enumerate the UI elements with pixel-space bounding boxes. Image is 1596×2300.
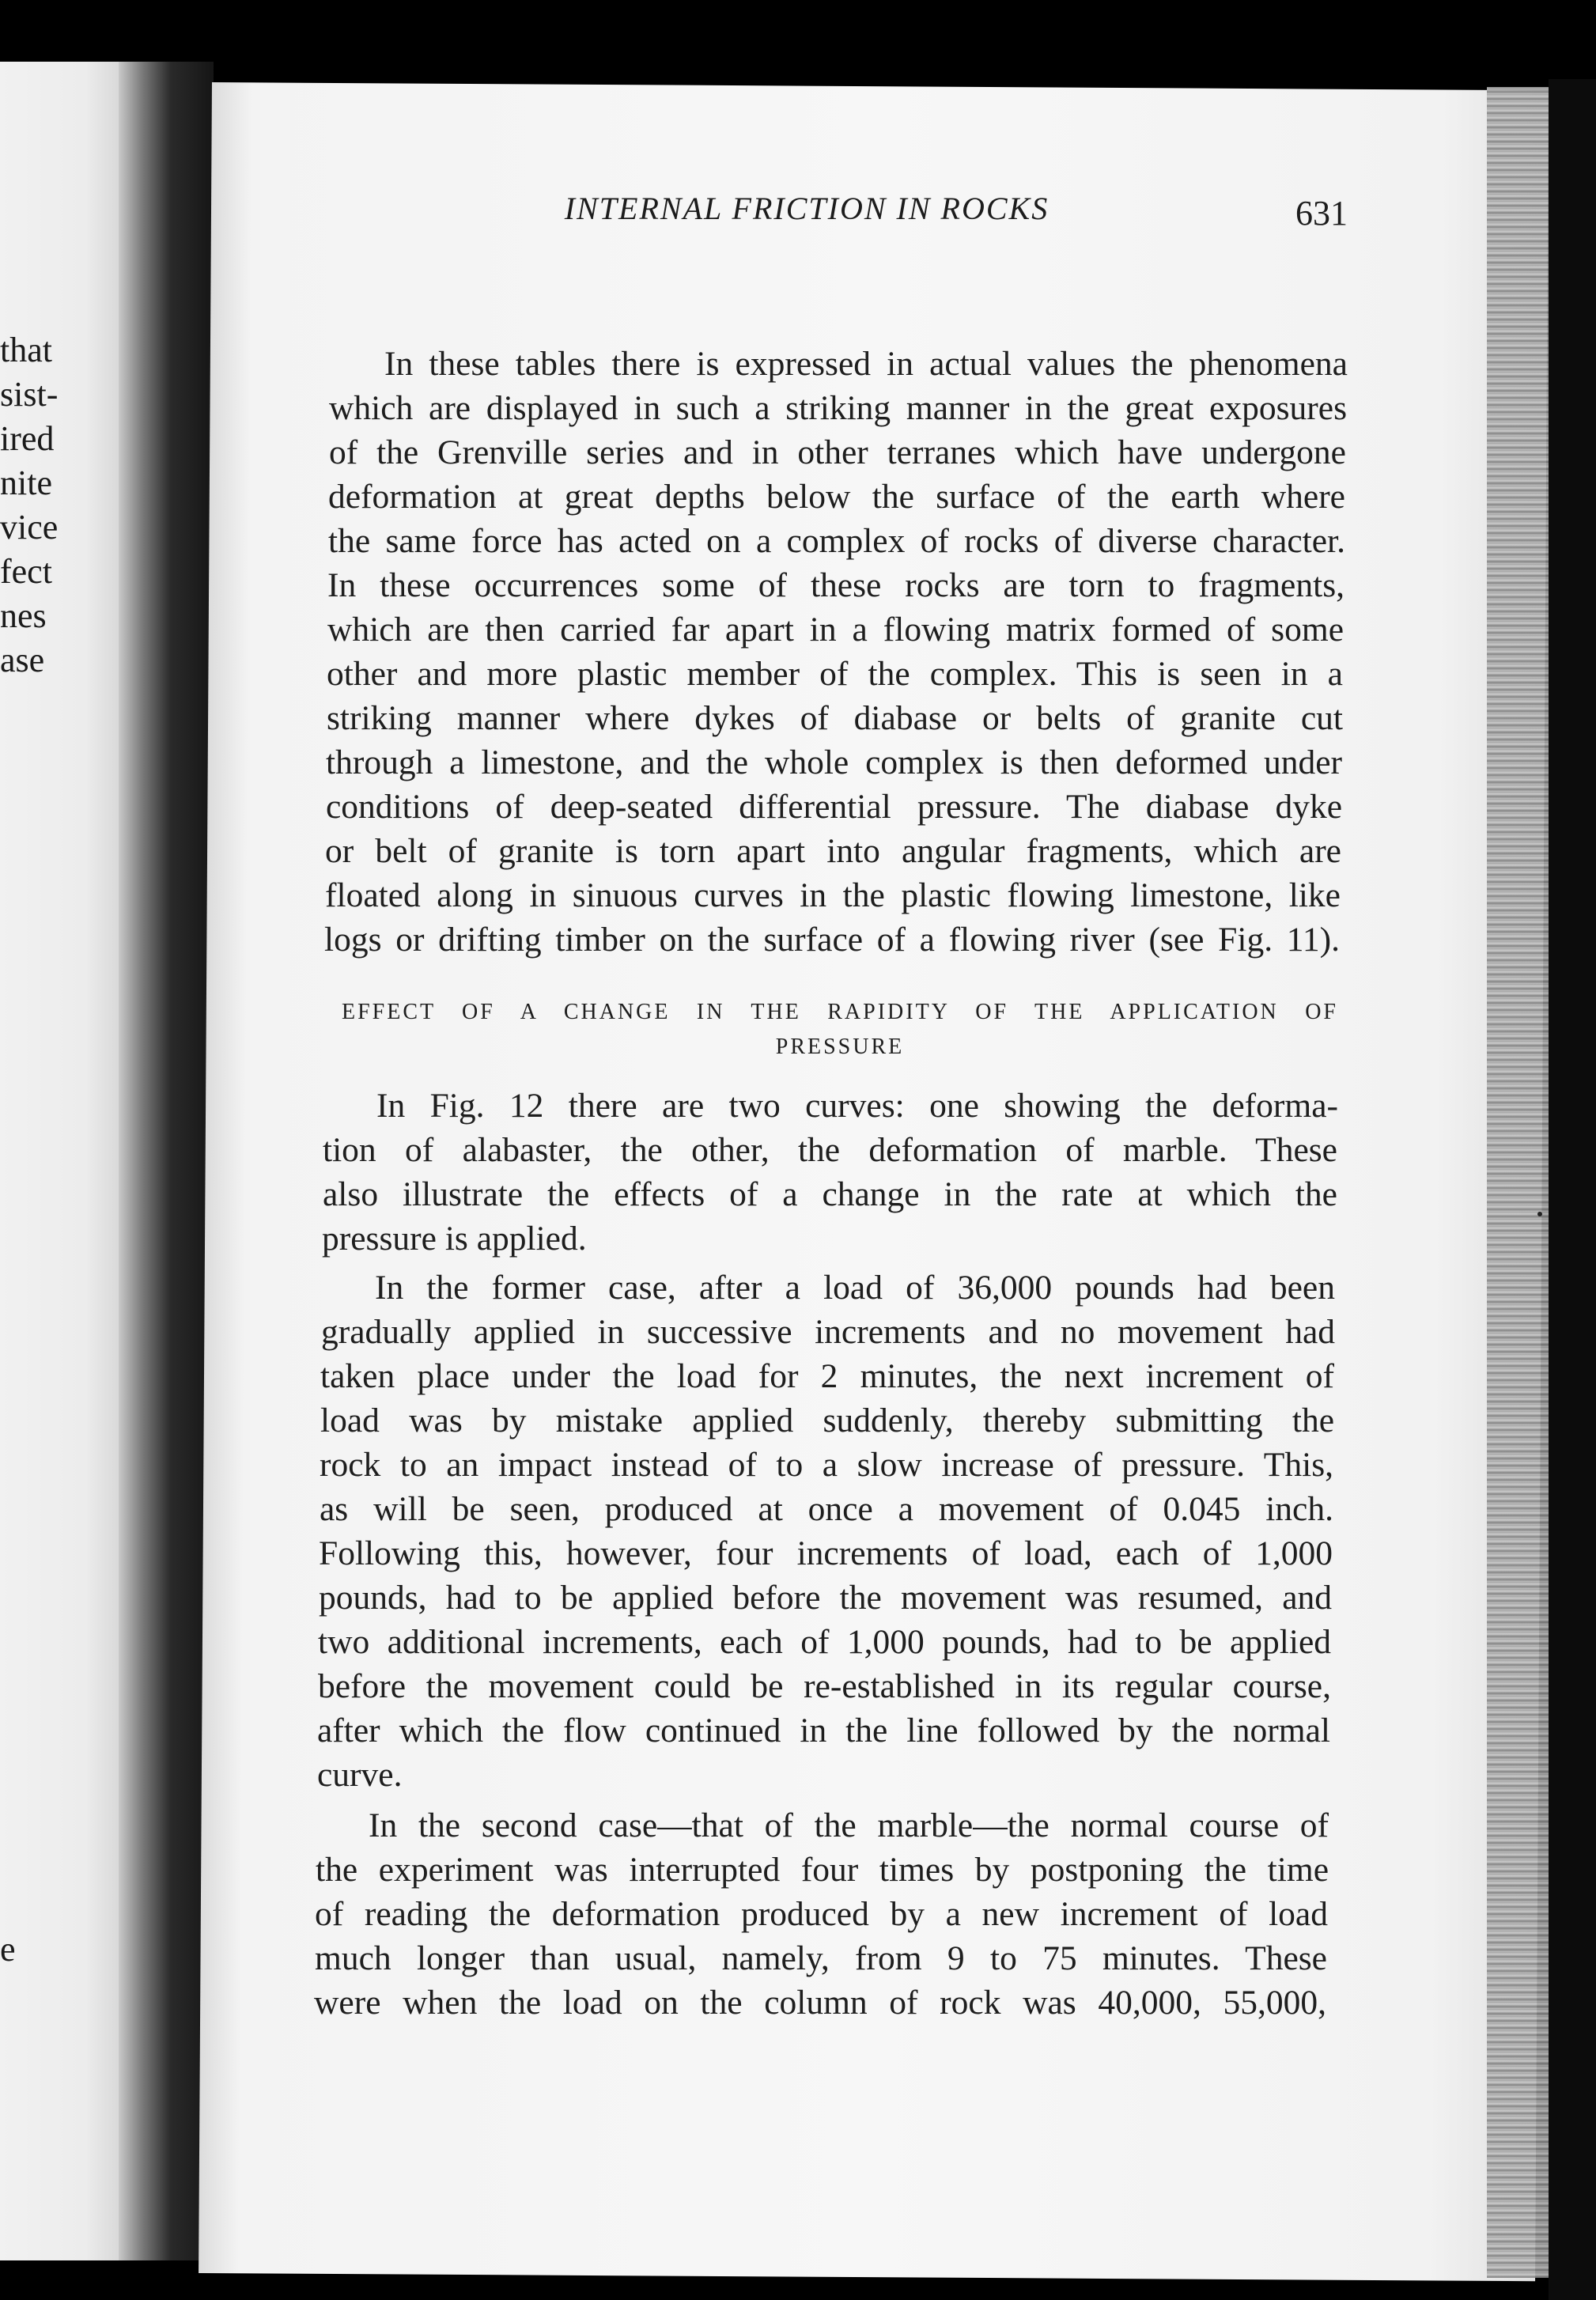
left-page-fragment: ase bbox=[0, 641, 45, 679]
text-line: which are displayed in such a striking manner in the great exposures bbox=[329, 389, 1347, 427]
text-line: which are then carried far apart in a flowing matrix formed of some bbox=[327, 611, 1344, 649]
text-line: the experiment was interrupted four times by postponing the time bbox=[316, 1851, 1329, 1889]
text-line: striking manner where dykes of diabase or belts of granite cut bbox=[327, 699, 1343, 737]
left-page-fragment: ired bbox=[0, 419, 55, 458]
text-line: two additional increments, each of 1,000 pounds, had to be applied bbox=[318, 1623, 1331, 1661]
text-line: floated along in sinuous curves in the plastic flowing limestone, like bbox=[325, 876, 1341, 914]
left-page-fragment: vice bbox=[0, 508, 59, 547]
text-line: Following this, however, four increments of load, each of 1,000 bbox=[319, 1534, 1333, 1572]
left-page-fragment: nes bbox=[0, 596, 47, 635]
scan-background-right bbox=[1549, 79, 1596, 2300]
text-line: also illustrate the effects of a change in the rate at which the bbox=[323, 1175, 1337, 1213]
text-line: other and more plastic member of the complex. This is seen in a bbox=[327, 655, 1343, 693]
text-line: after which the flow continued in the line followed by the normal bbox=[317, 1712, 1330, 1750]
text-line: curve. bbox=[317, 1756, 403, 1794]
text-line: deformation at great depths below the surface of the earth where bbox=[328, 478, 1345, 516]
text-line: In these tables there is expressed in actual values the phenomena bbox=[384, 345, 1348, 383]
text-line: the same force has acted on a complex of rocks of diverse character. bbox=[328, 522, 1345, 560]
text-line: logs or drifting timber on the surface of a flowing river (see Fig. 11). bbox=[324, 921, 1340, 959]
left-page-fragment: sist- bbox=[0, 375, 59, 414]
left-page-fragment: nite bbox=[0, 463, 52, 502]
text-line: In the former case, after a load of 36,000 pounds had been bbox=[375, 1269, 1335, 1307]
text-line: through a limestone, and the whole complex is then deformed under bbox=[326, 743, 1342, 781]
text-line: were when the load on the column of rock was 40,000, 55,000, bbox=[314, 1984, 1326, 2022]
running-head: INTERNAL FRICTION IN ROCKS bbox=[564, 191, 1050, 226]
text-line: load was by mistake applied suddenly, thereby submitting the bbox=[320, 1402, 1334, 1439]
left-page-fragment: e bbox=[0, 1930, 16, 1969]
left-page-fragment: fect bbox=[0, 552, 52, 591]
text-line: as will be seen, produced at once a movement of 0.045 inch. bbox=[320, 1490, 1333, 1528]
text-line: rock to an impact instead of to a slow increase of pressure. This, bbox=[320, 1446, 1333, 1484]
text-line: much longer than usual, namely, from 9 to 75 minutes. These bbox=[315, 1939, 1327, 1977]
text-line: taken place under the load for 2 minutes, the next increment of bbox=[320, 1357, 1334, 1395]
text-line: conditions of deep-seated differential pressure. The diabase dyke bbox=[326, 788, 1342, 826]
text-line: pressure is applied. bbox=[322, 1220, 587, 1258]
section-heading: PRESSURE bbox=[775, 1035, 905, 1059]
page-edge-stack bbox=[1487, 87, 1550, 2278]
text-line: before the movement could be re-established in its regular course, bbox=[318, 1667, 1331, 1705]
text-line: or belt of granite is torn apart into angular fragments, which are bbox=[325, 832, 1341, 870]
text-line: of the Grenville series and in other terranes which have undergone bbox=[329, 433, 1346, 471]
text-line: gradually applied in successive increments and no movement had bbox=[321, 1313, 1335, 1351]
text-line: of reading the deformation produced by a new increment of load bbox=[315, 1895, 1328, 1933]
text-line: In the second case—that of the marble—the normal course of bbox=[369, 1806, 1329, 1844]
scan-speck bbox=[1537, 1212, 1542, 1216]
text-line: In these occurrences some of these rocks are torn to fragments, bbox=[327, 566, 1344, 604]
text-line: pounds, had to be applied before the movement was resumed, and bbox=[319, 1579, 1332, 1617]
page-number: 631 bbox=[1295, 194, 1348, 233]
book-gutter-shadow bbox=[119, 62, 214, 2260]
left-page-fragment: that bbox=[0, 331, 52, 369]
text-line: In Fig. 12 there are two curves: one showing the deforma- bbox=[376, 1087, 1338, 1125]
section-heading: EFFECT OF A CHANGE IN THE RAPIDITY OF THE APPLICATION OF bbox=[342, 1000, 1338, 1024]
text-line: tion of alabaster, the other, the deformation of marble. These bbox=[323, 1131, 1337, 1169]
